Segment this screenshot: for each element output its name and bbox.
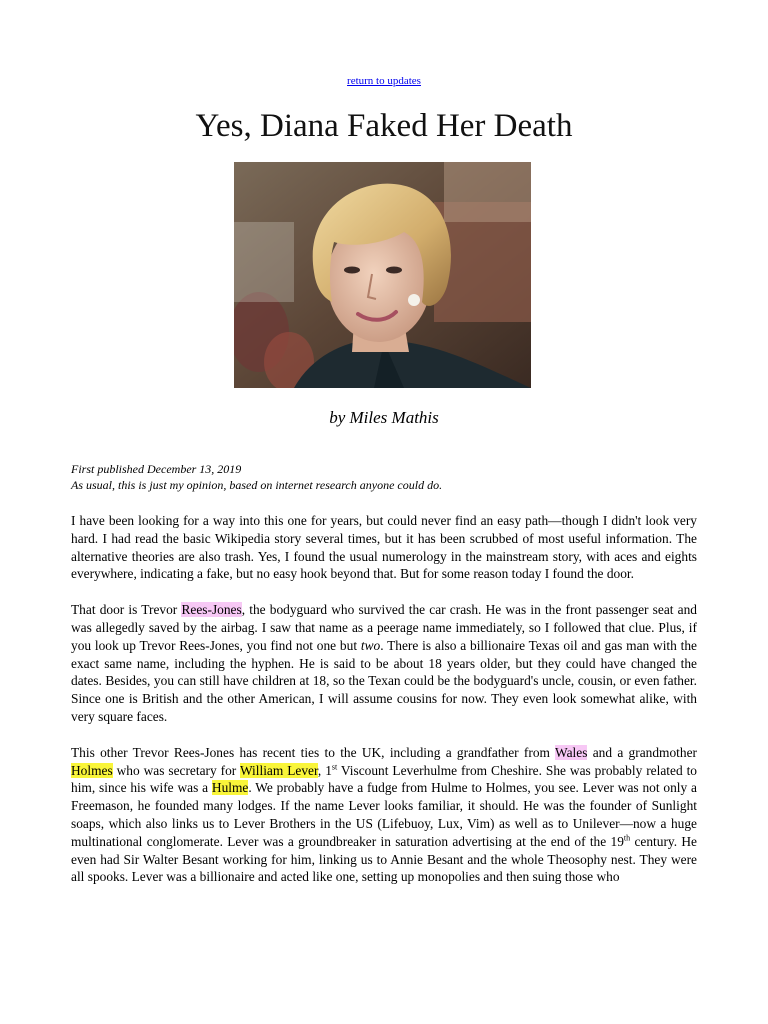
article-body	[71, 512, 697, 904]
highlighted-place: Wales	[555, 744, 588, 760]
paragraph-text: That door is Trevor	[71, 602, 182, 618]
highlighted-name: Holmes	[71, 762, 113, 778]
disclaimer: As usual, this is just my opinion, based on internet research anyone could do.	[71, 478, 443, 492]
paragraph-text: Viscount Leverhulme from Cheshire. She was probably related to him, since his wife was a	[71, 762, 698, 796]
publication-info	[71, 461, 697, 493]
byline: by Miles Mathis	[329, 408, 439, 427]
paragraph-text: century. He even had Sir Walter Besant working for him, linking us to Annie Besant and the whole Theosophy nest. They were all spooks. Lever was a billionaire and acted like one, setting up monopolies and then suing those who	[71, 833, 697, 885]
published-date: First published December 13, 2019	[71, 462, 242, 476]
portrait-photo	[234, 162, 531, 388]
paragraph-1: I have been looking for a way into this one for years, but could never find an easy path—though I didn't look very hard. I had read the basic Wikipedia story several times, but it has been scrubbed of most useful information. The alternative theories are also trash. Yes, I found the usual numerology in the mainstream story, with aces and eights everywhere, indicating a fake, but no easy hook beyond that. But for some reason today I found the door.	[71, 513, 697, 582]
paragraph-3	[71, 744, 697, 886]
paragraph-text: who was secretary for	[112, 762, 240, 778]
paragraph-text: . There is also a billionaire Texas oil and gas man with the exact same name, including the hyphen. He is said to be about 18 years older, but they could have changed the dates. Besides, you can still have children at 18, so the Texan could be the bodyguard's uncle, cousin, or even father. Since one is British and the other American, I will assume cousins for now. They even look somewhat alike, with very square faces.	[71, 637, 697, 724]
paragraph-text: This other Trevor Rees-Jones has recent ties to the UK, including a grandfather from	[71, 744, 556, 760]
highlighted-name: Hulme	[211, 780, 249, 796]
return-to-updates-link[interactable]: return to updates	[347, 75, 421, 87]
paragraph-2	[71, 601, 697, 726]
paragraph-text: . We probably have a fudge from Hulme to Holmes, you see. Lever was not only a Freemason, he founded many lodges. If the name Lever looks familiar, it should. He was the founder of Sunlight soaps, which also links us to Lever Brothers in the US (Lifebuoy, Lux, Vim) as well as to Unilever—now a huge multinational conglomerate. Lever was a groundbreaker in saturation advertising at the end of the 19	[71, 780, 697, 849]
portrait-photo-icon	[234, 162, 531, 388]
paragraph-text: , the bodyguard who survived the car crash. He was in the front passenger seat and was allegedly saved by the airbag. I saw that name as a peerage name immediately, so I followed that clue. Plus, if you look up Trevor Rees-Jones, you find not one but	[71, 602, 698, 653]
superscript: th	[623, 833, 631, 843]
paragraph-text: and a grandmother	[587, 744, 697, 760]
article-title: Yes, Diana Faked Her Death	[195, 108, 573, 144]
superscript: st	[331, 762, 338, 772]
paragraph-text: , 1	[317, 762, 332, 778]
highlighted-name: William Lever	[239, 762, 318, 778]
emphasis-text: two	[360, 637, 381, 653]
highlighted-name: Rees-Jones	[181, 602, 242, 618]
